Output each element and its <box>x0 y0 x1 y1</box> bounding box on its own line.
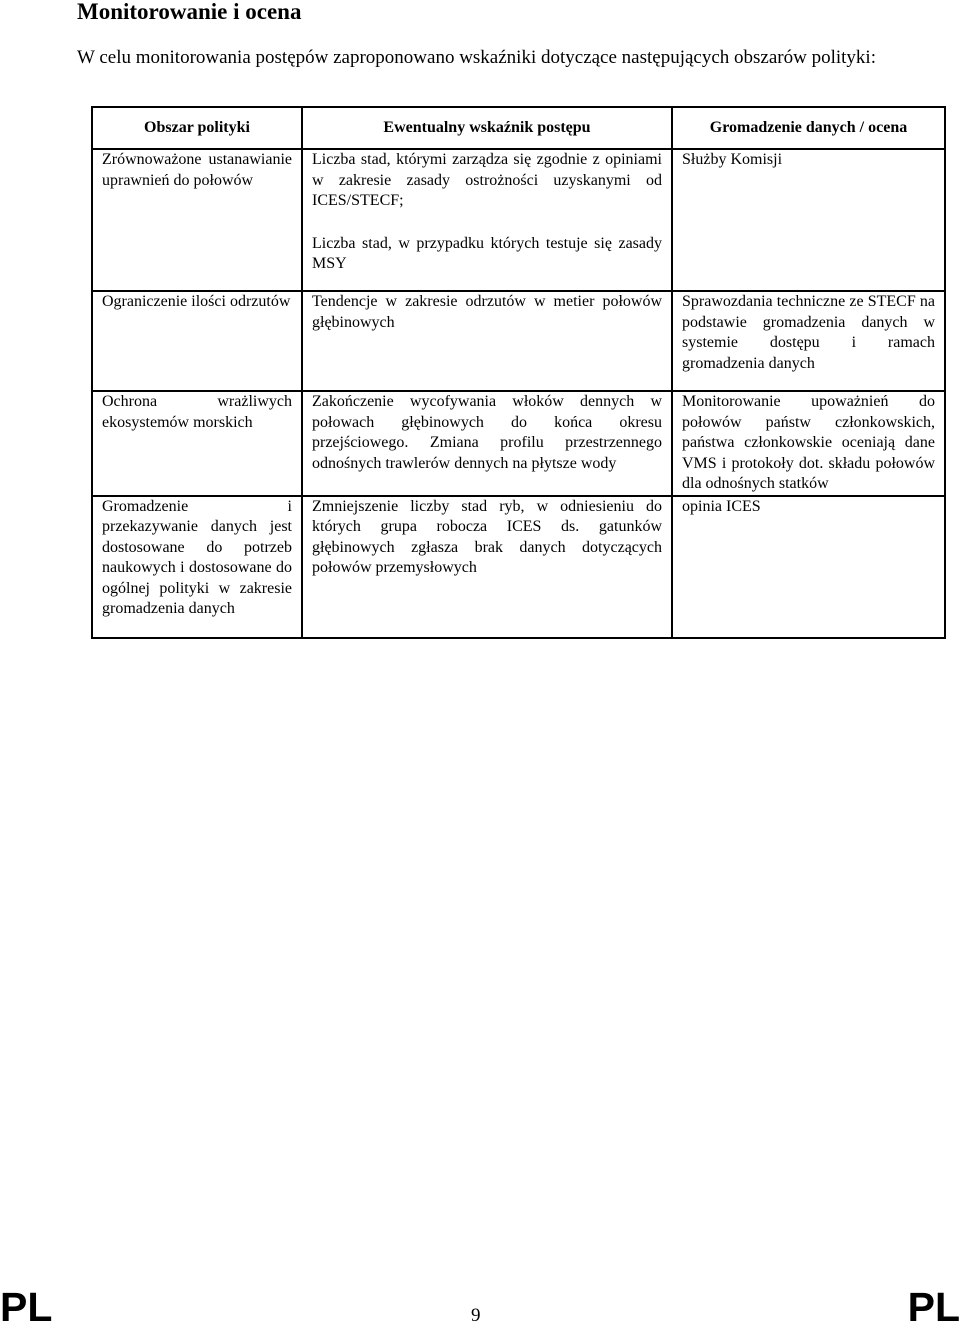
indicator-cell <box>302 291 672 391</box>
data-collection-text: Monitorowanie upoważnień do połowów państw członkowskich, państwa członkowskie oceniają dane VMS i protokoły dot. składu połowów dla odnośnych statków <box>682 393 935 492</box>
policy-area-cell <box>92 149 302 291</box>
page-number: 9 <box>471 1305 481 1326</box>
intro-paragraph: W celu monitorowania postępów zaproponowano wskaźniki dotyczące następujących obszarów polityki: <box>77 47 876 68</box>
section-heading: Monitorowanie i ocena <box>77 0 302 24</box>
data-collection-cell <box>672 149 945 291</box>
paragraph-gap <box>312 212 662 234</box>
footer-language-code-right: PL <box>907 1284 960 1330</box>
footer-language-code-left: PL <box>0 1284 53 1330</box>
indicator-text: Zakończenie wycofywania włoków dennych w połowach głębinowych do końca okresu przejściowego. Zmiana profilu przestrzennego odnośnych trawlerów dennych na płytsze wody <box>312 393 662 472</box>
indicator-text: Tendencje w zakresie odrzutów w metier połowów głębinowych <box>312 293 662 331</box>
column-header-policy-area: Obszar polityki <box>92 107 302 149</box>
indicator-cell <box>302 496 672 638</box>
policy-area-text: Zrównoważone ustanawianie uprawnień do połowów <box>102 151 292 189</box>
data-collection-text: Sprawozdania techniczne ze STECF na podstawie gromadzenia danych w systemie dostępu i ramach gromadzenia danych <box>682 293 935 372</box>
column-header-indicator: Ewentualny wskaźnik postępu <box>302 107 672 149</box>
table-row <box>92 496 945 638</box>
policy-area-cell <box>92 291 302 391</box>
table-row <box>92 291 945 391</box>
policy-area-cell <box>92 391 302 496</box>
indicator-text: Zmniejszenie liczby stad ryb, w odniesieniu do których grupa robocza ICES ds. gatunków głębinowych zgłasza brak danych dotyczących połowów przemysłowych <box>312 497 662 576</box>
data-collection-cell <box>672 496 945 638</box>
policy-area-text: Ograniczenie ilości odrzutów <box>102 293 291 310</box>
data-collection-cell <box>672 291 945 391</box>
indicator-text: Liczba stad, w przypadku których testuje się zasady MSY <box>312 234 662 272</box>
data-collection-text: Służby Komisji <box>682 151 783 168</box>
policy-indicators-table <box>91 106 946 639</box>
column-header-data-collection: Gromadzenie danych / ocena <box>672 107 945 149</box>
table-row <box>92 391 945 496</box>
policy-area-text: Gromadzenie i przekazywanie danych jest dostosowane do potrzeb naukowych i dostosowane do ogólnej polityki w zakresie gromadzenia danych <box>102 497 292 617</box>
data-collection-text: opinia ICES <box>682 497 761 515</box>
policy-area-cell <box>92 496 302 638</box>
indicator-text: Liczba stad, którymi zarządza się zgodnie z opiniami w zakresie zasady ostrożności uzyskanymi od ICES/STECF; <box>312 151 662 209</box>
indicator-cell <box>302 149 672 291</box>
indicator-cell <box>302 391 672 496</box>
table-header-row <box>92 107 945 149</box>
policy-area-text: Ochrona wrażliwych ekosystemów morskich <box>102 393 292 431</box>
table-row <box>92 149 945 291</box>
data-collection-cell <box>672 391 945 496</box>
